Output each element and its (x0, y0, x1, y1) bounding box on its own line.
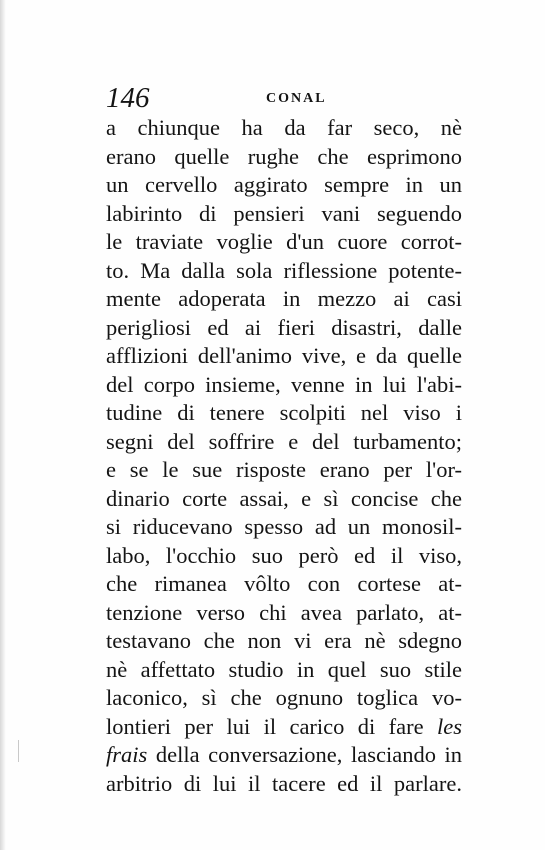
running-head: CONAL (266, 91, 327, 106)
line-text: perigliosi ed ai fieri disastri, dalle (106, 314, 462, 340)
line-text: laconico, sì che ognuno toglica vo- (106, 685, 462, 710)
page-number: 146 (106, 82, 150, 114)
text-line (106, 285, 462, 314)
text-line (106, 599, 462, 628)
line-text: tudine di tenere scolpiti nel viso i (106, 400, 462, 425)
text-line (106, 513, 462, 542)
text-line (106, 143, 462, 172)
line-text: che rimanea vôlto con cortese at- (106, 571, 462, 596)
page-header (106, 80, 466, 116)
line-text: a chiunque ha da far seco, nè (106, 115, 462, 140)
text-line (106, 741, 462, 770)
body-text (106, 114, 462, 798)
line-text: del corpo insieme, venne in lui l'abi- (106, 371, 462, 397)
italic-phrase: les (437, 713, 462, 739)
scan-edge (0, 0, 6, 850)
text-line (106, 713, 462, 742)
line-text: un cervello aggirato sempre in un (106, 172, 462, 197)
text-line (106, 399, 462, 428)
line-text: erano quelle rughe che esprimono (106, 143, 462, 169)
text-line (106, 627, 462, 656)
text-line (106, 456, 462, 485)
line-text: afflizioni dell'animo vive, e da quelle (106, 343, 462, 368)
text-line (106, 770, 462, 799)
text-line (106, 342, 462, 371)
line-text: labirinto di pensieri vani seguendo (106, 200, 462, 226)
line-text: nè affettato studio in quel suo stile (106, 656, 462, 682)
text-line (106, 200, 462, 229)
text-line (106, 656, 462, 685)
line-text: le traviate voglie d'un cuore corrot- (106, 229, 462, 254)
scan-speck (18, 740, 19, 762)
line-text: si riducevano spesso ad un monosil- (106, 514, 462, 539)
text-line (106, 684, 462, 713)
line-text: testavano che non vi era nè sdegno (106, 628, 462, 653)
line-text: della conversazione, lasciando in (155, 742, 462, 767)
text-line (106, 371, 462, 400)
line-text: to. Ma dalla sola riflessione potente- (106, 257, 462, 283)
line-text: labo, l'occhio suo però ed il viso, (106, 542, 462, 568)
line-text: e se le sue risposte erano per l'or- (106, 457, 462, 482)
text-line (106, 114, 462, 143)
text-line (106, 485, 462, 514)
text-line (106, 428, 462, 457)
line-text: tenzione verso chi avea parlato, at- (106, 599, 462, 625)
text-line (106, 542, 462, 571)
line-text: dinario corte assai, e sì concise che (106, 485, 462, 511)
text-line (106, 228, 462, 257)
line-text: arbitrio di lui il tacere ed il parlare. (106, 770, 462, 796)
line-text: mente adoperata in mezzo ai casi (106, 286, 462, 311)
text-line (106, 570, 462, 599)
line-text: lontieri per lui il carico di fare (106, 713, 424, 739)
italic-phrase: frais (106, 742, 148, 767)
text-line (106, 171, 462, 200)
text-line (106, 257, 462, 286)
text-line (106, 314, 462, 343)
line-text: segni del soffrire e del turbamento; (106, 428, 462, 454)
